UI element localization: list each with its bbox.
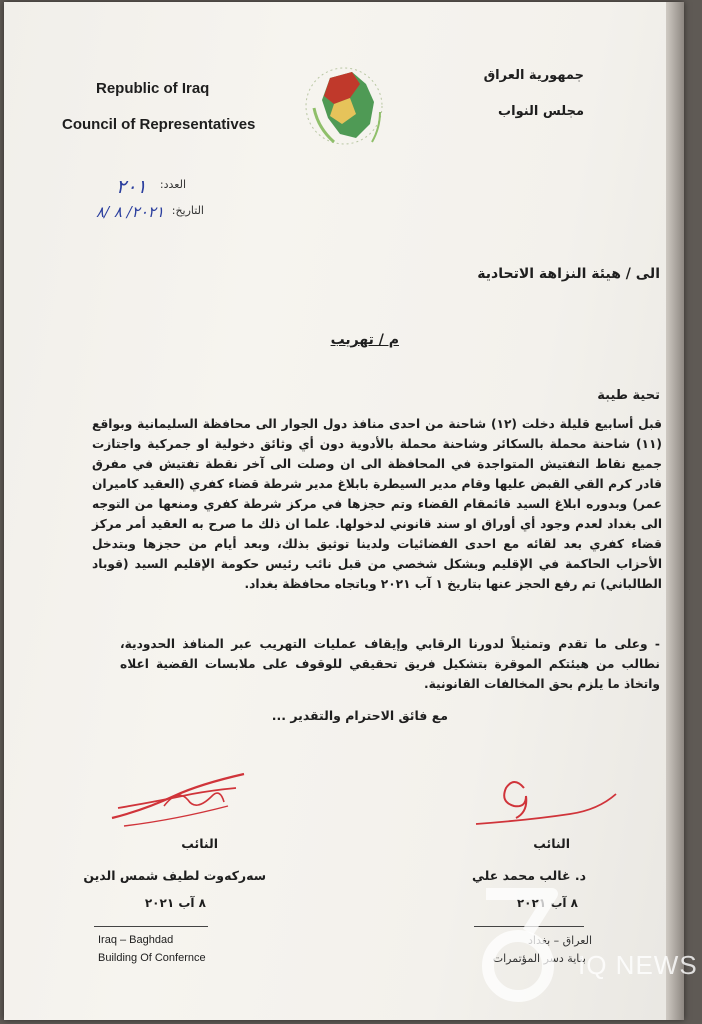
date-value: ٢٠٢١/ ٨ /٨ — [96, 203, 165, 221]
subject-line: م / تهريب — [330, 332, 399, 348]
footer-ar-line2: بناية دسر المؤتمرات — [492, 952, 586, 965]
footer-en-line1: Iraq – Baghdad — [98, 934, 174, 946]
signature-left-icon — [104, 766, 254, 836]
letterhead-en-line2: Council of Representatives — [62, 116, 256, 133]
signatory-left-title: النائب — [181, 836, 218, 851]
iq-news-logo-icon — [468, 872, 568, 1012]
greeting: تحية طيبة — [597, 388, 660, 403]
letterhead-ar-line1: جمهورية العراق — [483, 68, 584, 83]
letter-page — [4, 2, 684, 1020]
recipient-line: الى / هيئة النزاهة الاتحادية — [477, 266, 660, 282]
signatory-left-name: سەرکەوت لطيف شمس الدين — [83, 868, 266, 883]
footer-ar-line1: العراق – بغداد — [528, 934, 592, 947]
page-edge-shadow — [666, 2, 684, 1020]
body-paragraph-1: قبل أسابيع قليلة دخلت (١٢) شاحنة من احدى منافذ دول الجوار الى محافظة السليمانية وبواقع (١١) شاحنة محملة بالسكائر وشاحنة محملة بالأدوية دون أي وثائق دخولية او جمركية واجتازت جميع نقاط التفتيش المتواجدة في المحافظة الى ان وصلت الى آخر نقطة تفتيش في مفرق قادر كرم القي القبض عليها وقام مدير السيطرة بابلاغ مدير شرطة قضاء كفري (العقيد كاميران عمر) وبدوره ابلاغ السيد قائمقام القضاء وتم حجزها في مركز شرطة كفري ومنعها من التوجه الى بغداد لعدم وجود أي أوراق او سند قانوني لدخولها. علما ان ذلك ما صرح به العقيد أمر مركز قضاء كفري بعد لقائه مع احدى الفضائيات ولدينا توثيق بذلك، وبعد أيام من حجزها وبتدخل الأحزاب الحاكمة في الإقليم وبشكل شخصي من قبل نائب رئيس حكومة الإقليم السيد (قوباد الطالباني) تم رفع الحجز عنها بتاريخ ١ آب ٢٠٢١ وباتجاه محافظة بغداد. — [92, 417, 662, 591]
iraq-map-emblem-icon — [300, 58, 388, 158]
body-paragraph-2: - وعلى ما تقدم وتمثيلاً لدورنا الرقابي وإيقاف عمليات التهريب عبر المنافذ الحدودية، نطالب من هيئتكم الموقرة بتشكيل فريق تحقيقي للوقوف على ملابسات القضية اعلاه واتخاذ ما يلزم بحق المخالفات القانونية. — [120, 637, 660, 691]
footer-en-line2: Building Of Confernce — [98, 952, 206, 964]
number-label: العدد: — [159, 178, 186, 191]
watermark-text: IQ NEWS — [578, 950, 698, 980]
letterhead-en-line1: Republic of Iraq — [96, 80, 210, 97]
signatory-left-date: ٨ آب ٢٠٢١ — [144, 896, 206, 910]
closing-line: مع فائق الاحترام والتقدير ... — [271, 708, 448, 723]
footer-rule-left — [94, 926, 208, 927]
signatory-right-title: النائب — [533, 836, 570, 851]
letterhead-ar-line2: مجلس النواب — [498, 104, 584, 119]
signature-right-icon — [470, 774, 620, 834]
date-label: التاريخ: — [171, 204, 204, 217]
signatory-right-date: ٨ آب ٢٠٢١ — [516, 896, 578, 910]
signatory-right-name: د. غالب محمد علي — [471, 868, 586, 883]
number-value: ٢٠١ — [116, 176, 147, 198]
